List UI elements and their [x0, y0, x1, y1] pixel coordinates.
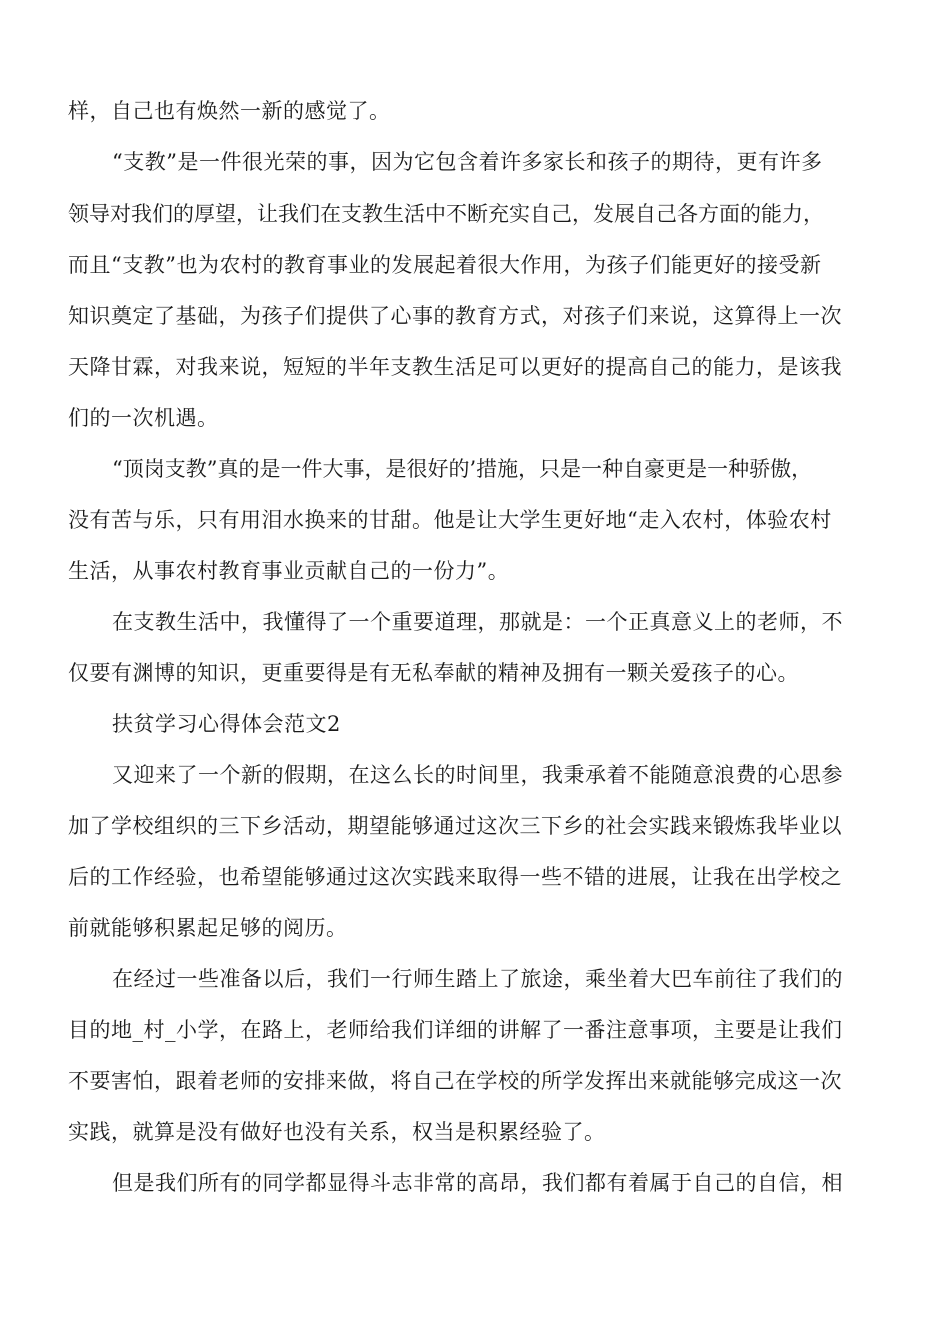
text-line: 后的工作经验，也希望能够通过这次实践来取得一些不错的进展，让我在出学校之	[68, 865, 842, 889]
text-line: 在经过一些准备以后，我们一行师生踏上了旅途，乘坐着大巴车前往了我们的	[112, 967, 843, 991]
text-line: 加了学校组织的三下乡活动，期望能够通过这次三下乡的社会实践来锻炼我毕业以	[68, 814, 842, 838]
text-line: 又迎来了一个新的假期，在这么长的时间里，我秉承着不能随意浪费的心思参	[112, 763, 843, 787]
text-line: 但是我们所有的同学都显得斗志非常的高昂，我们都有着属于自己的自信，相	[112, 1171, 843, 1195]
text-line: 仅要有渊博的知识，更重要得是有无私奉献的精神及拥有一颗关爱孩子的心。	[68, 661, 799, 685]
text-line: “顶岗支教”真的是一件大事，是很好的’措施，只是一种自豪更是一种骄傲，	[112, 457, 813, 481]
text-line: 实践，就算是没有做好也没有关系，权当是积累经验了。	[68, 1120, 606, 1144]
text-line: 领导对我们的厚望，让我们在支教生活中不断充实自己，发展自己各方面的能力，	[68, 202, 824, 226]
text-line: 在支教生活中，我懂得了一个重要道理，那就是：一个正真意义上的老师，不	[112, 610, 843, 634]
text-line: 生活，从事农村教育事业贡献自己的一份力”。	[68, 559, 510, 583]
text-line: 天降甘霖，对我来说，短短的半年支教生活足可以更好的提高自己的能力，是该我	[68, 355, 842, 379]
text-line: 前就能够积累起足够的阅历。	[68, 916, 348, 940]
text-line: “支教”是一件很光荣的事，因为它包含着许多家长和孩子的期待，更有许多	[112, 150, 823, 174]
text-line: 知识奠定了基础，为孩子们提供了心事的教育方式，对孩子们来说，这算得上一次	[68, 304, 842, 328]
text-line: 们的一次机遇。	[68, 406, 219, 430]
text-line: 而且“支教”也为农村的教育事业的发展起着很大作用，为孩子们能更好的接受新	[68, 253, 822, 277]
text-line: 没有苦与乐，只有用泪水换来的甘甜。他是让大学生更好地“走入农村，体验农村	[68, 508, 832, 532]
section-heading: 扶贫学习心得体会范文2	[112, 712, 341, 736]
text-line: 目的地_村_小学，在路上，老师给我们详细的讲解了一番注意事项，主要是让我们	[68, 1018, 843, 1042]
text-line: 样，自己也有焕然一新的感觉了。	[68, 99, 391, 123]
text-line: 不要害怕，跟着老师的安排来做，将自己在学校的所学发挥出来就能够完成这一次	[68, 1069, 842, 1093]
